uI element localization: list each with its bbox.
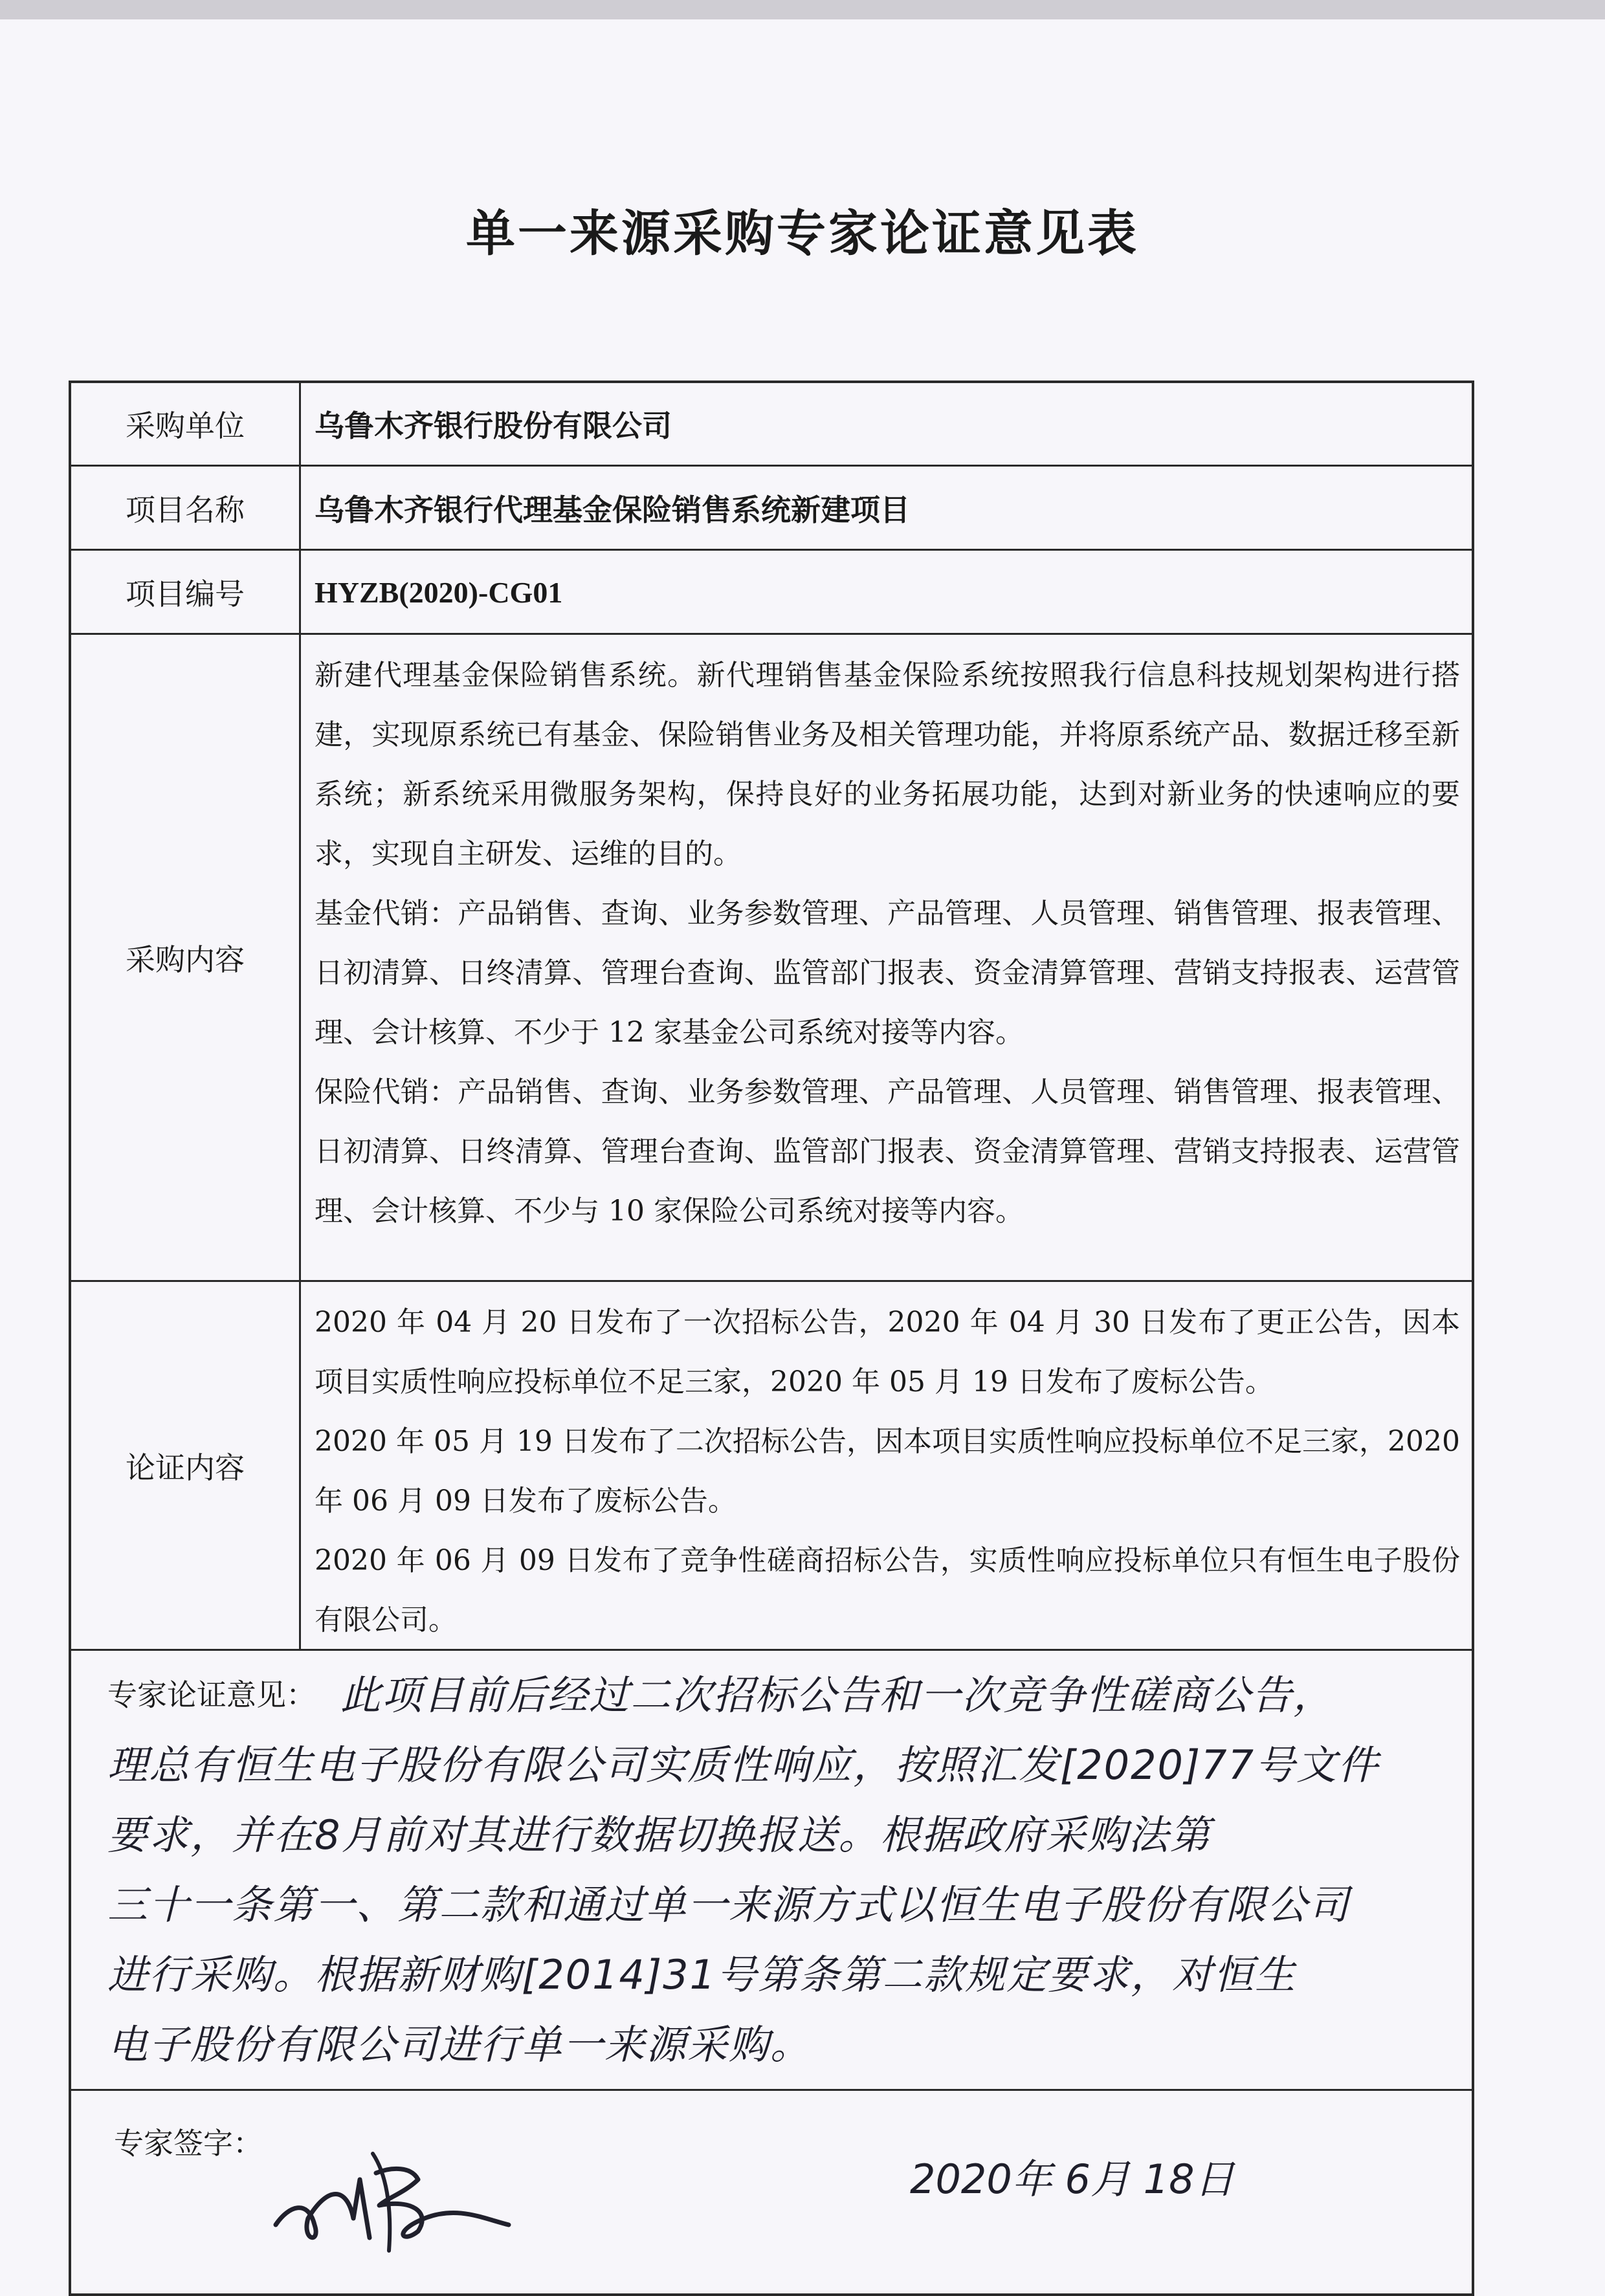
row-divider — [69, 465, 1474, 467]
scan-top-band — [0, 0, 1605, 19]
column-divider — [299, 381, 301, 1649]
argument-label: 论证内容 — [126, 1450, 245, 1485]
opinion-label: 专家论证意见： — [107, 1677, 316, 1712]
procurement-paragraph: 新建代理基金保险销售系统。新代理销售基金保险系统按照我行信息科技规划架构进行搭建，实现原系统已有基金、保险销售业务及相关管理功能，并将原系统产品、数据迁移至新系统；新系统采用微服务架构，保持良好的业务拓展功能，达到对新业务的快速响应的要求，实现自主研发、运维的目的。 — [315, 659, 1460, 870]
argument-paragraph: 2020 年 05 月 19 日发布了二次招标公告，因本项目实质性响应投标单位不足三家，2020 年 06 月 09 日发布了废标公告。 — [315, 1425, 1460, 1518]
procurement-content — [315, 646, 1460, 1241]
row-divider — [69, 633, 1474, 635]
argument-paragraph: 2020 年 06 月 09 日发布了竞争性磋商招标公告，实质性响应投标单位只有恒生电子股份有限公司。 — [315, 1544, 1460, 1637]
handwritten-opinion-first: 此项目前后经过二次招标公告和一次竞争性磋商公告， — [340, 1672, 1335, 1719]
row-value-unit: 乌鲁木齐银行股份有限公司 — [315, 408, 672, 443]
signature-date: 2020年 6月 18日 — [910, 2156, 1235, 2203]
procurement-paragraph: 保险代销：产品销售、查询、业务参数管理、产品管理、人员管理、销售管理、报表管理、日初清算、日终清算、管理台查询、监管部门报表、资金清算管理、营销支持报表、运营管理、会计核算、不少与 10 家保险公司系统对接等内容。 — [315, 1076, 1460, 1228]
row-label-project-name: 项目名称 — [126, 492, 245, 527]
row-value-project-name: 乌鲁木齐银行代理基金保险销售系统新建项目 — [315, 492, 910, 527]
argument-content — [315, 1293, 1460, 1650]
row-label-unit: 采购单位 — [126, 408, 245, 443]
opinion-form-table — [69, 381, 1474, 2296]
handwriting-line: 三十一条第一、第二款和通过单一来源方式以恒生电子股份有限公司 — [107, 1881, 1351, 1928]
handwriting-line: 电子股份有限公司进行单一来源采购。 — [107, 2021, 812, 2068]
expert-signature — [263, 2128, 535, 2257]
procurement-label: 采购内容 — [126, 942, 245, 977]
handwriting-line: 进行采购。根据新财购[2014]31号第条第二款规定要求，对恒生 — [107, 1951, 1297, 1998]
row-value-project-number: HYZB(2020)-CG01 — [315, 575, 563, 609]
handwriting-line: 要求，并在8月前对其进行数据切换报送。根据政府采购法第 — [107, 1811, 1212, 1859]
procurement-paragraph: 基金代销：产品销售、查询、业务参数管理、产品管理、人员管理、销售管理、报表管理、日初清算、日终清算、管理台查询、监管部门报表、资金清算管理、营销支持报表、运营管理、会计核算、不少于 12 家基金公司系统对接等内容。 — [315, 897, 1460, 1049]
row-divider — [69, 549, 1474, 551]
row-label-project-number: 项目编号 — [126, 577, 245, 612]
row-divider — [69, 1280, 1474, 1282]
table-border-right — [1472, 381, 1474, 2296]
argument-paragraph: 2020 年 04 月 20 日发布了一次招标公告，2020 年 04 月 30 日发布了更正公告，因本项目实质性响应投标单位不足三家，2020 年 05 月 19 日发布了废标公告。 — [315, 1306, 1460, 1398]
page-title: 单一来源采购专家论证意见表 — [466, 204, 1139, 262]
handwriting-line: 理总有恒生电子股份有限公司实质性响应，按照汇发[2020]77号文件 — [107, 1741, 1380, 1789]
table-border-bottom — [69, 2293, 1474, 2296]
handwritten-opinion-lines — [107, 1730, 1460, 2080]
row-divider — [69, 2089, 1474, 2091]
signature-label: 专家签字： — [114, 2126, 263, 2161]
